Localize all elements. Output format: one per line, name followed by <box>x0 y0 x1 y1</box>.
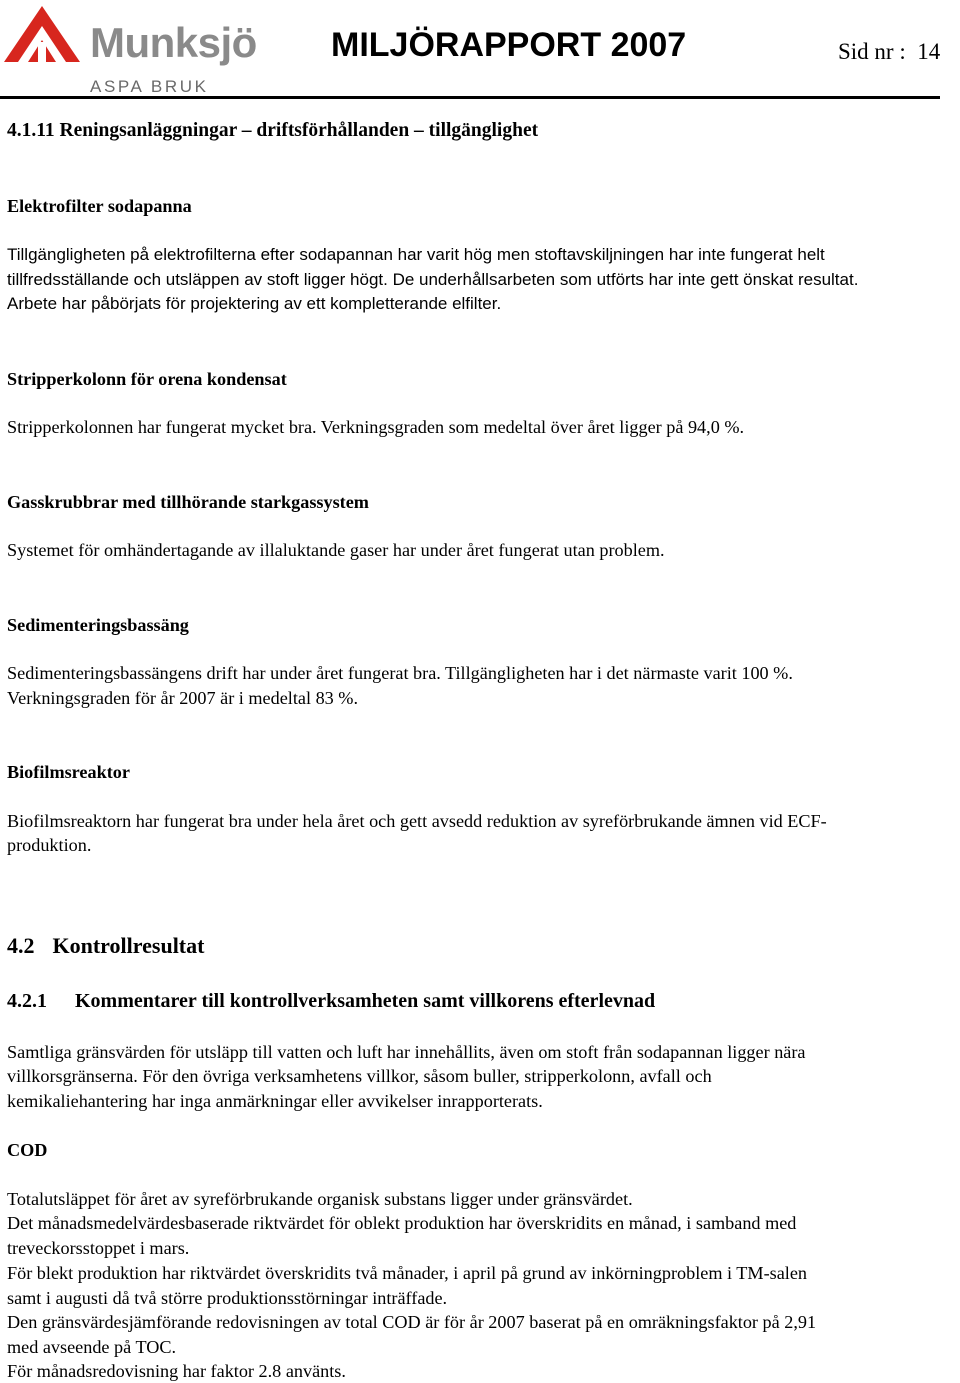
page-number-value: 14 <box>917 39 941 64</box>
paragraph-line: Totalutsläppet för året av syreförbrukande organisk substans ligger under gränsvärdet. <box>7 1189 633 1209</box>
paragraph-line: För månadsredovisning har faktor 2.8 använts. <box>7 1361 346 1381</box>
paragraph-line: med avseende på TOC. <box>7 1337 177 1357</box>
subheading-stripperkolonn: Stripperkolonn för orena kondensat <box>7 369 287 389</box>
section-number: 4.2 <box>7 933 35 958</box>
paragraph-line: Sedimenteringsbassängens drift har under året fungerat bra. Tillgängligheten har i det närmaste varit 100 %. <box>7 663 793 683</box>
logo-mark-icon <box>2 4 82 66</box>
paragraph-line: treveckorsstoppet i mars. <box>7 1238 190 1258</box>
paragraph-line: Systemet för omhändertagande av illaluktande gaser har under året fungerat utan problem. <box>7 540 665 560</box>
header-rule <box>0 96 940 99</box>
paragraph-line: Samtliga gränsvärden för utsläpp till vatten och luft har innehållits, även om stoft från sodapannan ligger nära <box>7 1042 806 1062</box>
section-heading-4-1-11: 4.1.11 Reningsanläggningar – driftsförhållanden – tillgänglighet <box>7 120 539 141</box>
paragraph-line: Tillgängligheten på elektrofilterna efter sodapannan har varit hög men stoftavskiljningen har inte fungerat helt <box>7 245 825 264</box>
logo-name: Munksjö <box>90 19 257 66</box>
section-title: Kontrollresultat <box>52 933 205 958</box>
subheading-cod: COD <box>7 1140 48 1160</box>
paragraph-line: villkorsgränserna. För den övriga verksamhetens villkor, såsom buller, stripperkolonn, avfall och <box>7 1066 712 1086</box>
paragraph-line: Arbete har påbörjats för projektering av ett kompletterande elfilter. <box>7 294 502 313</box>
paragraph-line: Biofilmsreaktorn har fungerat bra under hela året och gett avsedd reduktion av syreförbrukande ämnen vid ECF- <box>7 811 827 831</box>
paragraph-line: samt i augusti då två större produktionsstörningar inträffade. <box>7 1288 448 1308</box>
section-title: Kommentarer till kontrollverksamheten samt villkorens efterlevnad <box>75 990 656 1012</box>
page-number <box>838 40 940 63</box>
subheading-gasskrubbrar: Gasskrubbrar med tillhörande starkgassystem <box>7 492 369 512</box>
paragraph-line: produktion. <box>7 835 92 855</box>
subheading-elektrofilter: Elektrofilter sodapanna <box>7 196 192 216</box>
page-header <box>0 0 960 100</box>
section-heading-4-2-1 <box>7 991 655 1011</box>
paragraph-line: tillfredsställande och utsläppen av stoft ligger högt. De underhållsarbeten som utförts har inte gett önskat resultat. <box>7 270 859 289</box>
paragraph-line: Verkningsgraden för år 2007 är i medeltal 83 %. <box>7 688 359 708</box>
paragraph-line: kemikaliehantering har inga anmärkningar eller avvikelser inrapporterats. <box>7 1091 543 1111</box>
paragraph-line: För blekt produktion har riktvärdet överskridits två månader, i april på grund av inkörningproblem i TM-salen <box>7 1263 808 1283</box>
paragraph-line: Det månadsmedelvärdesbaserade riktvärdet för oblekt produktion har överskridits en månad, i samband med <box>7 1213 797 1233</box>
paragraph-line: Stripperkolonnen har fungerat mycket bra. Verkningsgraden som medeltal över året ligger på 94,0 %. <box>7 417 745 437</box>
report-title: MILJÖRAPPORT 2007 <box>331 26 687 64</box>
section-heading-4-2 <box>7 935 204 957</box>
logo-subtitle: ASPA BRUK <box>90 77 209 96</box>
munksjo-logo <box>2 4 262 96</box>
subheading-sedimenteringsbassang: Sedimenteringsbassäng <box>7 615 189 635</box>
paragraph-line: Den gränsvärdesjämförande redovisningen av total COD är för år 2007 baserat på en omräkningsfaktor på 2,91 <box>7 1312 817 1332</box>
subheading-biofilmsreaktor: Biofilmsreaktor <box>7 762 130 782</box>
page-label: Sid nr : <box>838 39 906 64</box>
section-number: 4.2.1 <box>7 990 47 1012</box>
